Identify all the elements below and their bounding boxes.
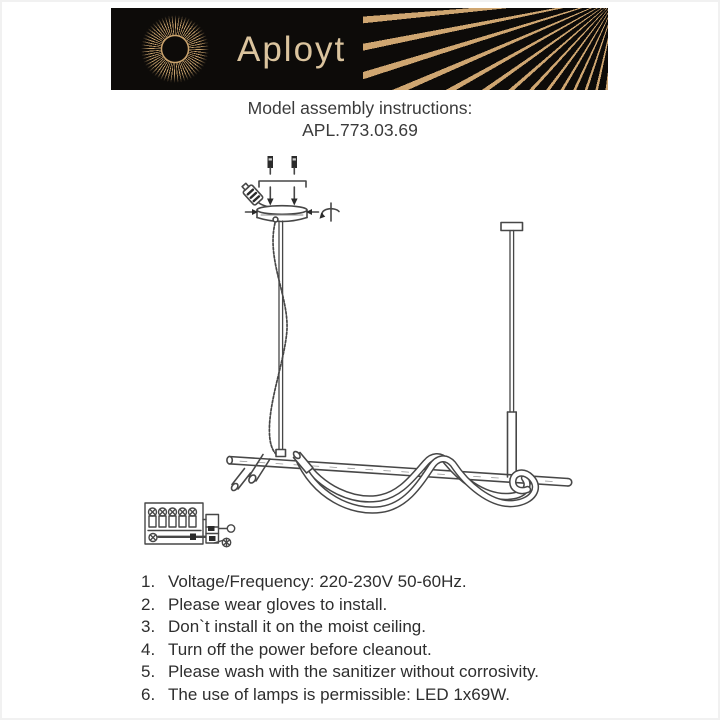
page-title: Model assembly instructions: — [247, 98, 473, 118]
instructions-list — [141, 571, 539, 706]
brand-name: Aployt — [237, 30, 347, 69]
item-number: 6. — [141, 684, 156, 704]
down-arrows — [267, 187, 298, 206]
mounting-screws — [268, 156, 298, 174]
left-suspension-rod — [279, 221, 283, 450]
list-item — [141, 594, 539, 617]
item-number: 2. — [141, 594, 156, 614]
model-number: APL.773.03.69 — [302, 120, 418, 140]
rod-bar-joint — [276, 450, 286, 457]
list-item — [141, 616, 539, 639]
list-item — [141, 639, 539, 662]
right-ceiling-cap — [501, 223, 523, 231]
item-number: 1. — [141, 572, 156, 591]
ground-symbol — [222, 538, 230, 546]
list-item — [141, 684, 539, 707]
led-flex-tube-front — [298, 457, 536, 511]
item-text: Don`t install it on the moist ceiling. — [168, 617, 426, 636]
item-text: Please wear gloves to install. — [168, 594, 388, 614]
right-suspension-rod — [510, 231, 514, 413]
rotate-symbol-icon — [320, 203, 340, 221]
item-number: 5. — [141, 662, 156, 681]
suspension-cable — [269, 223, 287, 456]
item-text: Please wash with the sanitizer without corrosivity. — [168, 662, 540, 681]
mounting-bracket — [259, 181, 306, 187]
item-number: 4. — [141, 639, 156, 659]
end-tubes — [230, 455, 270, 492]
item-text: The use of lamps is permissible: LED 1x69W. — [168, 684, 511, 704]
ground-terminal-screw — [149, 534, 157, 542]
item-text: Turn off the power before cleanout. — [168, 639, 432, 659]
ceiling-canopy — [257, 206, 307, 222]
plug-connector-icon — [240, 181, 273, 209]
wire-ring — [227, 525, 234, 532]
list-item — [141, 661, 539, 684]
rod-sleeve — [508, 412, 517, 477]
list-item — [141, 571, 539, 594]
junction-box-schematic — [145, 503, 235, 547]
item-text: Voltage/Frequency: 220-230V 50-60Hz. — [168, 572, 467, 591]
item-number: 3. — [141, 617, 156, 636]
